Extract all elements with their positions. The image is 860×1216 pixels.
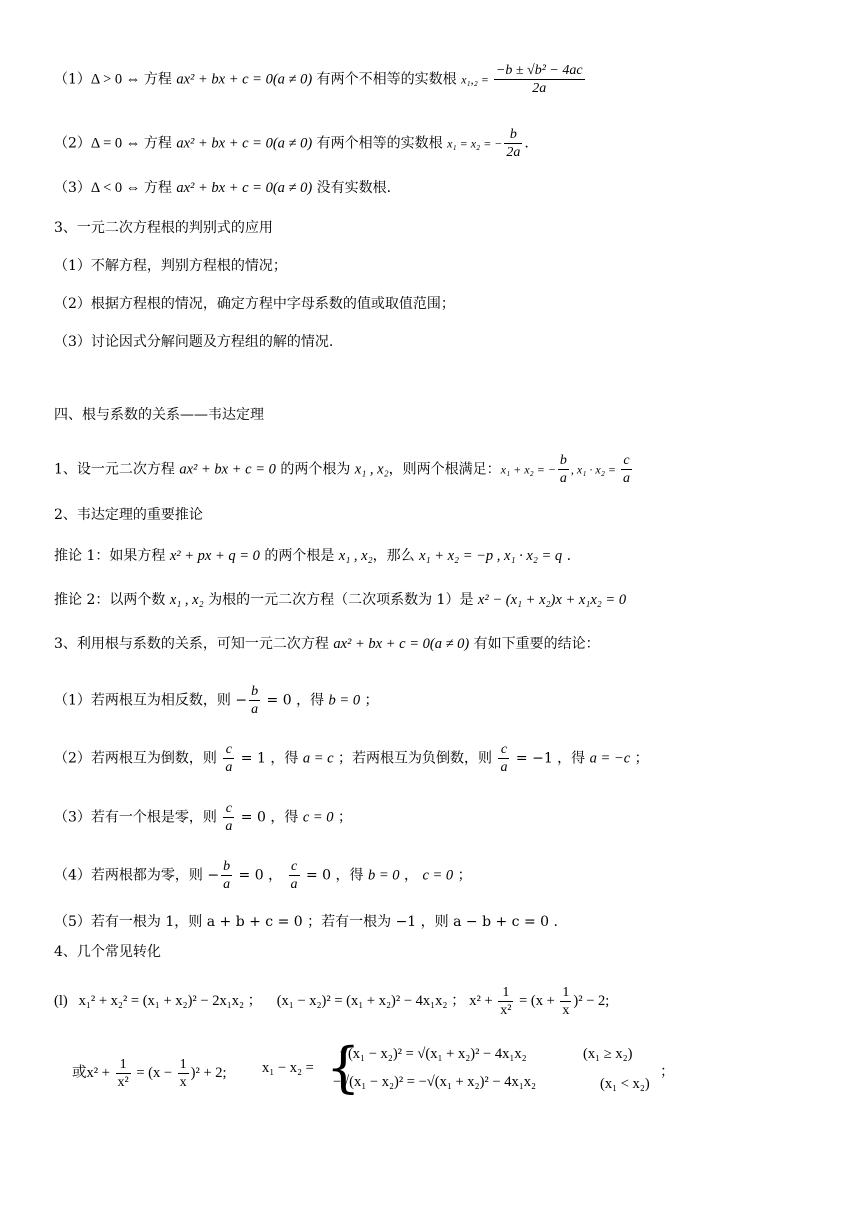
text: 或 (72, 1064, 87, 1081)
formula-part: )² + 2; (190, 1064, 227, 1081)
formula: x₁² + x₂² = (x₁ + x₂)² − 2x₁x₂ ； (78, 992, 263, 1009)
result: b = 0 (368, 867, 400, 884)
section-heading: 4、几个常见转化 (54, 944, 161, 960)
item-number: （1） (54, 71, 91, 88)
root-lhs: x₁ = x₂ = − (447, 136, 503, 151)
equation: x² − (x₁ + x₂)x + x₁x₂ = 0 (477, 592, 627, 608)
conclusion-5: （5）若有一根为 1，则 a + b + c = 0 ；若有一根为 −1 ，则 a − b + c = 0 . (54, 914, 558, 930)
text: = 0 ， (234, 867, 287, 884)
case-1-condition: (x₁ ≥ x₂) (583, 1046, 633, 1062)
conclusion-3 (54, 800, 352, 835)
difference-lhs: x₁ − x₂ = (262, 1060, 314, 1076)
numerator: b (251, 684, 259, 699)
item-number: (l) (54, 992, 68, 1009)
corollary-1 (54, 546, 571, 566)
text: ； (333, 809, 352, 826)
text: ，那么 (372, 548, 420, 564)
text: ； (630, 750, 649, 767)
conversion-line-2 (72, 1056, 227, 1091)
text: = −1 ，得 (511, 750, 590, 767)
text: 有如下重要的结论： (469, 636, 600, 652)
formula-part: x² + (469, 992, 497, 1009)
fraction (621, 452, 632, 487)
numerator: c (498, 741, 509, 759)
fraction (223, 800, 234, 835)
text: 有两个不相等的实数根 (312, 71, 462, 88)
numerator: b (223, 859, 231, 874)
numerator: 1 (498, 984, 513, 1002)
fraction (289, 858, 300, 893)
corollary-2 (54, 590, 626, 610)
root-fraction (504, 126, 522, 161)
text: 方程 (143, 71, 177, 88)
numerator: −b ± √b² − 4ac (495, 63, 583, 78)
condition: Δ > 0 ⇔ (90, 71, 144, 88)
roots: x₁ , x₂ (354, 461, 389, 478)
text: 方程 (143, 135, 177, 152)
formula-part: = (x − (132, 1064, 176, 1081)
condition: Δ = 0 ⇔ (90, 135, 144, 152)
text: ， (399, 867, 423, 884)
text: 推论 2：以两个数 (54, 592, 170, 608)
case-2-condition: (x₁ < x₂) (600, 1076, 650, 1092)
denominator: x² (117, 1075, 129, 1090)
vieta-theorem (54, 452, 634, 487)
denominator: a (225, 819, 233, 834)
text: = 0 ，得 (236, 809, 303, 826)
product-formula: , x₁ · x₂ = (570, 462, 620, 477)
punctuation: . (524, 135, 529, 152)
text: （3）若有一个根是零，则 (54, 809, 222, 826)
equation: ax² + bx + c = 0 (179, 461, 276, 478)
formula-part: )² − 2; (573, 992, 610, 1009)
numerator: 1 (116, 1056, 131, 1074)
formula-part: x² + (86, 1064, 114, 1081)
text: = 0 ，得 (262, 692, 329, 709)
end-semicolon: ； (660, 1064, 675, 1080)
text: （1）若两根互为相反数，则 − (54, 692, 248, 709)
numerator: c (223, 741, 234, 759)
formula: (x₁ − x₂)² = (x₁ + x₂)² − 4x₁x₂ ； (276, 992, 466, 1009)
result: b = 0 (328, 692, 361, 709)
denominator: 2a (506, 145, 521, 160)
numerator: b (559, 453, 567, 468)
app-item-2: （2）根据方程根的情况，确定方程中字母系数的值或取值范围； (54, 296, 455, 312)
section-heading: 3、一元二次方程根的判别式的应用 (54, 220, 273, 236)
fraction (560, 984, 571, 1019)
result: a = −c (589, 750, 631, 767)
equation: ax² + bx + c = 0(a ≠ 0) (176, 135, 313, 152)
fraction (558, 452, 569, 487)
fraction (221, 858, 232, 893)
left-brace: { (326, 1036, 361, 1099)
case-2-formula: −√(x₁ − x₂)² = −√(x₁ + x₂)² − 4x₁x₂ (333, 1074, 537, 1090)
equation: ax² + bx + c = 0(a ≠ 0) (176, 180, 313, 196)
equation: ax² + bx + c = 0(a ≠ 0) (333, 636, 470, 652)
conclusion-4 (54, 858, 472, 893)
numerator: 1 (179, 1057, 187, 1072)
denominator: a (290, 877, 298, 892)
text: ，则两个根满足： (388, 461, 501, 478)
numerator: 1 (562, 985, 570, 1000)
root-lhs: x₁,₂ = (461, 72, 492, 87)
text: 没有实数根. (312, 180, 392, 196)
text: 有两个相等的实数根 (312, 135, 448, 152)
denominator: a (623, 471, 631, 486)
denominator: x (562, 1003, 570, 1018)
numerator: c (621, 452, 632, 470)
text: 的两个根为 (275, 461, 355, 478)
text: 方程 (143, 180, 177, 196)
text: ； (453, 867, 472, 884)
text: （2）若两根互为倒数，则 (54, 750, 222, 767)
denominator: a (223, 877, 231, 892)
equation: ax² + bx + c = 0(a ≠ 0) (176, 71, 313, 88)
app-item-3: （3）讨论因式分解问题及方程组的解的情况. (54, 334, 334, 350)
app-item-1: （1）不解方程，判别方程根的情况； (54, 258, 287, 274)
fraction (223, 741, 234, 776)
punctuation: . (562, 548, 572, 564)
text: 3、利用根与系数的关系，可知一元二次方程 (54, 636, 334, 652)
numerator: c (223, 800, 234, 818)
delta-item-3 (54, 178, 391, 198)
denominator: a (559, 471, 567, 486)
text: （4）若两根都为零，则 − (54, 867, 220, 884)
root-fraction (494, 62, 585, 97)
fraction (116, 1056, 131, 1091)
case-1-formula: √(x₁ − x₂)² = √(x₁ + x₂)² − 4x₁x₂ (340, 1046, 527, 1062)
fraction (498, 984, 513, 1019)
denominator: a (500, 760, 508, 775)
text: 1、设一元二次方程 (54, 461, 180, 478)
conversion-line-1 (54, 984, 609, 1019)
sum-formula: x₁ + x₂ = − (500, 462, 556, 477)
condition: Δ < 0 ⇔ (90, 180, 144, 196)
denominator: 2a (532, 81, 547, 96)
text: = 1 ，得 (236, 750, 303, 767)
conclusion-2 (54, 741, 649, 776)
numerator: c (289, 858, 300, 876)
numerator: b (504, 126, 522, 144)
section-heading: 2、韦达定理的重要推论 (54, 507, 203, 523)
denominator: a (251, 702, 259, 717)
text: 为根的一元二次方程（二次项系数为 1）是 (203, 592, 478, 608)
section-heading: 四、根与系数的关系——韦达定理 (54, 407, 264, 423)
roots: x₁ , x₂ (338, 548, 373, 564)
delta-item-2 (54, 126, 529, 161)
text: 的两个根是 (259, 548, 339, 564)
formula-part: = (x + (515, 992, 559, 1009)
fraction (249, 683, 260, 718)
equation: x² + px + q = 0 (169, 548, 260, 564)
denominator: a (225, 760, 233, 775)
result: x₁ + x₂ = −p , x₁ · x₂ = q (419, 548, 563, 564)
delta-item-1 (54, 62, 587, 97)
result: c = 0 (302, 809, 334, 826)
text: ；若两根互为负倒数，则 (333, 750, 497, 767)
result: c = 0 (422, 867, 454, 884)
text: ； (360, 692, 379, 709)
text: = 0 ，得 (301, 867, 368, 884)
denominator: x (179, 1075, 187, 1090)
fraction (498, 741, 509, 776)
result: a = c (302, 750, 334, 767)
roots: x₁ , x₂ (169, 592, 204, 608)
item-number: （2） (54, 135, 91, 152)
fraction (178, 1056, 189, 1091)
denominator: x² (500, 1003, 512, 1018)
text: 推论 1：如果方程 (54, 548, 170, 564)
vieta-conclusions-intro (54, 634, 600, 654)
conclusion-1 (54, 683, 379, 718)
item-number: （3） (54, 180, 91, 196)
